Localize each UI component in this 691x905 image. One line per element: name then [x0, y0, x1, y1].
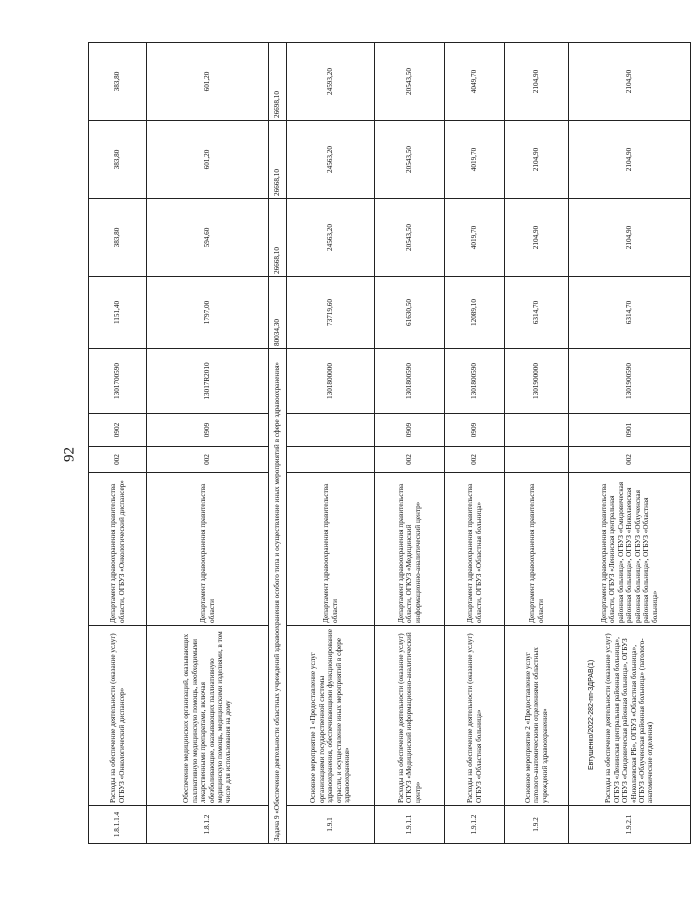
rzpr-cell: 0909 [375, 414, 445, 447]
executor-cell: Департамент здравоохранения правительства области [287, 473, 375, 626]
table-row [505, 43, 569, 844]
item-number-cell: 1.8.1.1.4 [89, 806, 147, 844]
year2-cell: 601,20 [147, 121, 269, 199]
activity-name-cell: Расходы на обеспечение деятельности (оказание услуг) ОГБУЗ «Онкологический диспансер» [89, 626, 147, 806]
year2-cell: 24563,20 [287, 121, 375, 199]
year3-cell: 20543,50 [375, 43, 445, 121]
csr-cell: 1301900000 [505, 349, 569, 414]
year3-cell: 2104,90 [569, 43, 691, 121]
item-number-cell: 1.9.1 [287, 806, 375, 844]
grbs-cell: 002 [569, 447, 691, 473]
table-row [569, 43, 691, 844]
item-number-cell: 1.9.1.2 [445, 806, 505, 844]
year1-cell: 2104,90 [505, 199, 569, 277]
grbs-cell: 002 [375, 447, 445, 473]
total-cell: 61630,50 [375, 277, 445, 349]
year2-cell: 2104,90 [505, 121, 569, 199]
table-row [147, 43, 269, 844]
executor-cell: Департамент здравоохранения правительства области [147, 473, 269, 626]
year2-cell: 20543,50 [375, 121, 445, 199]
grbs-cell: 002 [445, 447, 505, 473]
footer-document-id: Евтушенко/2022-282-пп-ЗДРАВ(1) [588, 659, 595, 770]
year1-cell: 2104,90 [569, 199, 691, 277]
total-cell: 80034,30 [269, 277, 287, 349]
grbs-cell [505, 447, 569, 473]
year1-cell: 4019,70 [445, 199, 505, 277]
rzpr-cell: 0902 [89, 414, 147, 447]
activity-name-cell: Расходы на обеспечение деятельности (оказание услуг) ОГБУЗ «Ленинская центральная районная больница», ОГБУЗ «Смидовическая районная больница», ОГБУЗ «Николаевская РБ», ОГБУЗ «Областная больница», ОГБУЗ «Облученская районная больница» (патолого-анатомические отделения) [569, 626, 691, 806]
table-row [375, 43, 445, 844]
grbs-cell [287, 447, 375, 473]
year3-cell: 383,80 [89, 43, 147, 121]
total-cell: 1797,00 [147, 277, 269, 349]
year2-cell: 2104,90 [569, 121, 691, 199]
item-number-cell: 1.9.2.1 [569, 806, 691, 844]
year2-cell: 26668,10 [269, 121, 287, 199]
item-number-cell: 1.9.2 [505, 806, 569, 844]
activity-name-cell: Расходы на обеспечение деятельности (оказание услуг) ОГКУЗ «Медицинский информационно-аналитический центр» [375, 626, 445, 806]
task-row [269, 43, 287, 844]
executor-cell: Департамент здравоохранения правительства области, ОГБУЗ «Онкологический диспансер» [89, 473, 147, 626]
total-cell: 73719,60 [287, 277, 375, 349]
rzpr-cell: 0901 [569, 414, 691, 447]
executor-cell: Департамент здравоохранения правительства области, ОГБУЗ «Ленинская центральная районная больница», ОГБУЗ «Смидовическая районная больница», ОГБУЗ «Николаевская районная больница», ОГБУЗ «Облученская районная больница», ОГБУЗ «Областная больница» [569, 473, 691, 626]
rzpr-cell: 0909 [147, 414, 269, 447]
year1-cell: 26668,10 [269, 199, 287, 277]
total-cell: 12089,10 [445, 277, 505, 349]
year2-cell: 383,80 [89, 121, 147, 199]
year3-cell: 601,20 [147, 43, 269, 121]
csr-cell: 1301800590 [445, 349, 505, 414]
table-row [89, 43, 147, 844]
total-cell: 6314,70 [569, 277, 691, 349]
item-number-cell: 1.8.1.2 [147, 806, 269, 844]
item-number-cell: 1.9.1.1 [375, 806, 445, 844]
year1-cell: 20543,50 [375, 199, 445, 277]
csr-cell: 1301800000 [287, 349, 375, 414]
csr-cell: 1301800590 [375, 349, 445, 414]
csr-cell: 13017R2010 [147, 349, 269, 414]
year3-cell: 2104,90 [505, 43, 569, 121]
activity-name-cell: Расходы на обеспечение деятельности (оказание услуг) ОГБУЗ «Областная больница» [445, 626, 505, 806]
csr-cell: 1301900590 [569, 349, 691, 414]
activity-name-cell: Обеспечение медицинских организаций, оказывающих паллиативную медицинскую помощь, необходимыми лекарственными препаратами, включая обезболивающие, оказывающих паллиативную медицинскую помощь, медицинскими изделиями, в том числе для использования на дому [147, 626, 269, 806]
total-cell: 6314,70 [505, 277, 569, 349]
rzpr-cell [287, 414, 375, 447]
year3-cell: 4049,70 [445, 43, 505, 121]
rzpr-cell [505, 414, 569, 447]
csr-cell: 1301700590 [89, 349, 147, 414]
year3-cell: 26698,10 [269, 43, 287, 121]
activity-name-cell: Основное мероприятие 1 «Предоставление услуг организациями государственной системы здравоохранения, обеспечивающими функционирование отрасли, и осуществление иных мероприятий в сфере здравоохранения» [287, 626, 375, 806]
year1-cell: 594,60 [147, 199, 269, 277]
table-row [445, 43, 505, 844]
year3-cell: 24593,20 [287, 43, 375, 121]
activity-name-cell: Основное мероприятие 2 «Предоставление услуг патолого-анатомическими отделениями областных учреждений здравоохранения» [505, 626, 569, 806]
total-cell: 1151,40 [89, 277, 147, 349]
year1-cell: 383,80 [89, 199, 147, 277]
page-number: 92 [61, 447, 78, 462]
executor-cell: Департамент здравоохранения правительства области, ОГБУЗ «Областная больница» [445, 473, 505, 626]
rzpr-cell: 0909 [445, 414, 505, 447]
year1-cell: 24563,20 [287, 199, 375, 277]
year2-cell: 4019,70 [445, 121, 505, 199]
table-body [89, 43, 691, 844]
grbs-cell: 002 [89, 447, 147, 473]
task-title-cell: Задача 9 «Обеспечение деятельности областных учреждений здравоохранения особого типа и осуществление иных мероприятий в сфере здравоохранения» [269, 349, 287, 844]
budget-table [88, 42, 691, 844]
executor-cell: Департамент здравоохранения правительства области [505, 473, 569, 626]
grbs-cell: 002 [147, 447, 269, 473]
executor-cell: Департамент здравоохранения правительства области, ОГКУЗ «Медицинский информационно-аналитический центр» [375, 473, 445, 626]
table-row [287, 43, 375, 844]
